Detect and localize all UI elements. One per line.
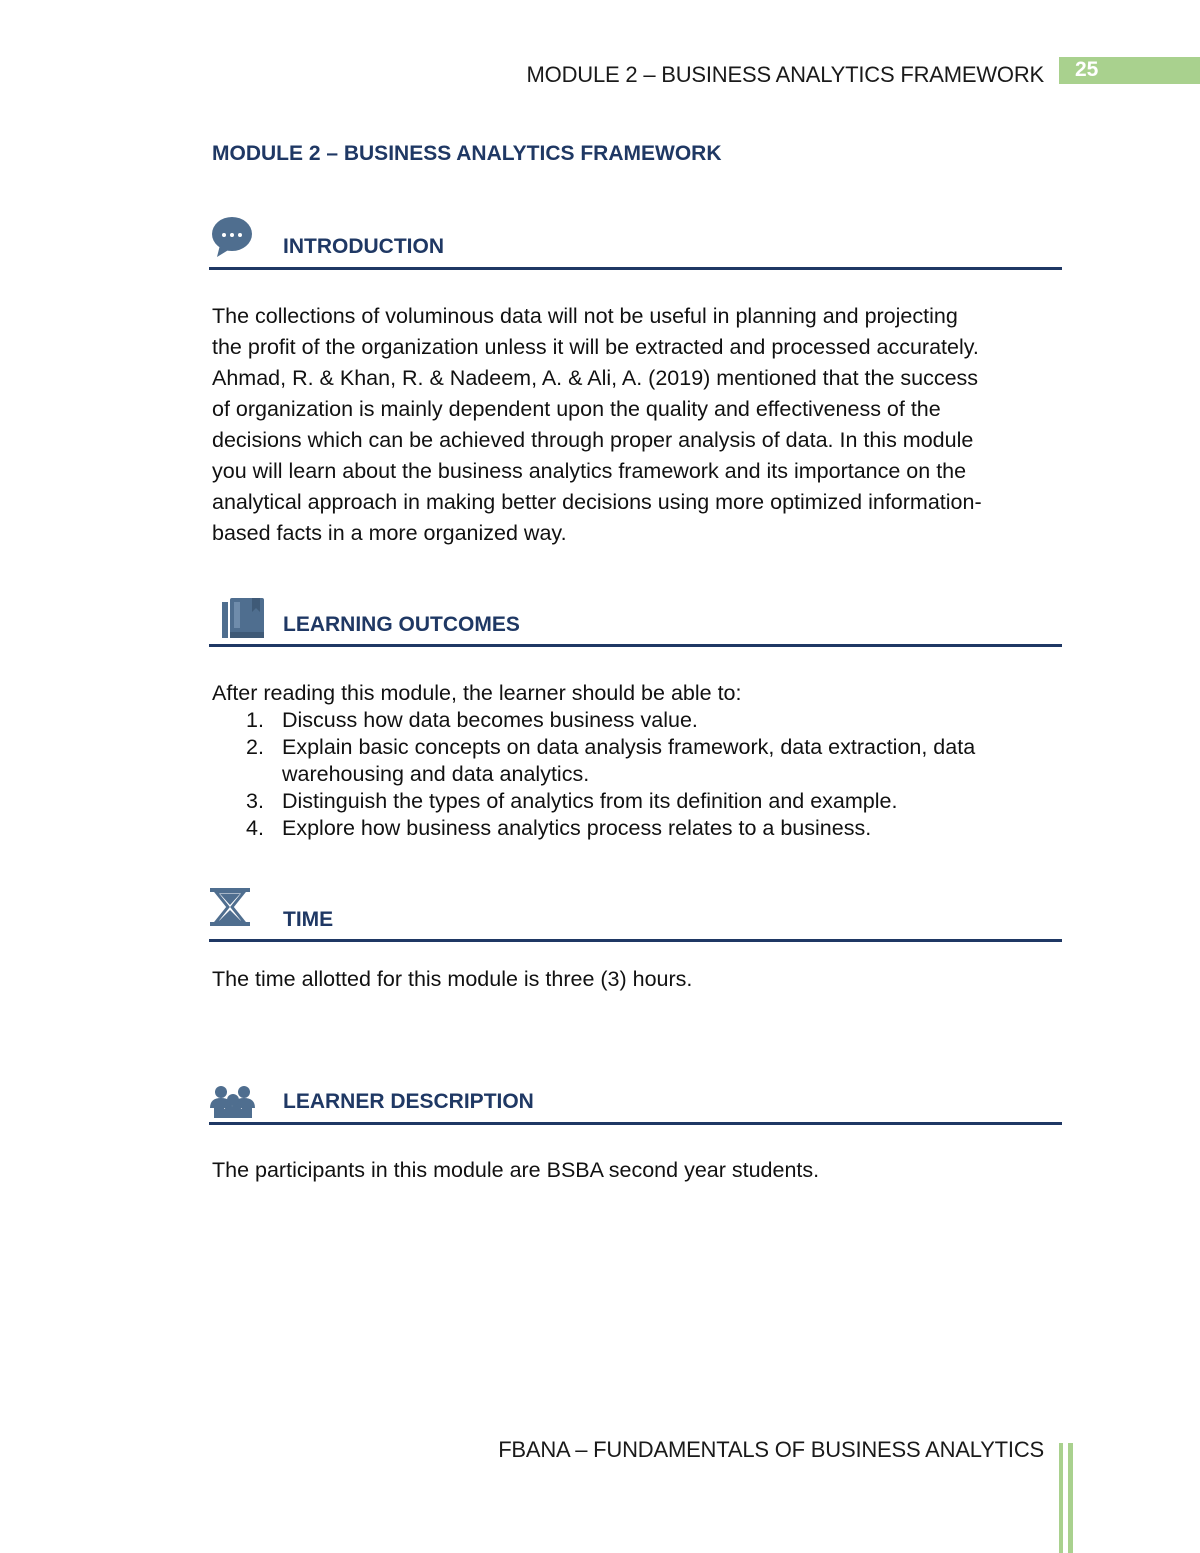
learning-outcomes-list bbox=[212, 707, 1062, 842]
running-footer: FBANA – FUNDAMENTALS OF BUSINESS ANALYTICS bbox=[498, 1437, 1044, 1462]
list-item bbox=[212, 707, 1062, 734]
list-item bbox=[212, 734, 1062, 788]
list-item-number: 1. bbox=[246, 708, 264, 732]
learner-description-text: The participants in this module are BSBA second year students. bbox=[212, 1158, 820, 1182]
learner-description-divider bbox=[209, 1122, 1062, 1125]
learning-outcomes-title: LEARNING OUTCOMES bbox=[283, 613, 520, 636]
list-item bbox=[212, 788, 1062, 815]
footer-accent-bar bbox=[1068, 1443, 1073, 1553]
list-item-number: 2. bbox=[246, 735, 264, 759]
list-item-text: Explain basic concepts on data analysis framework, data extraction, data warehousing and data analytics. bbox=[282, 735, 976, 786]
learning-outcomes-divider bbox=[209, 644, 1062, 647]
list-item-text: Explore how business analytics process relates to a business. bbox=[282, 816, 872, 840]
list-item bbox=[212, 815, 1062, 842]
book-icon bbox=[222, 598, 266, 640]
list-item-number: 4. bbox=[246, 816, 264, 840]
intro-line: Ahmad, R. & Khan, R. & Nadeem, A. & Ali, A. (2019) mentioned that the success bbox=[212, 366, 979, 390]
list-item-text: Discuss how data becomes business value. bbox=[282, 708, 698, 732]
hourglass-icon bbox=[210, 888, 250, 926]
people-icon bbox=[210, 1084, 256, 1118]
list-item-text: Distinguish the types of analytics from its definition and example. bbox=[282, 789, 898, 813]
intro-line: of organization is mainly dependent upon the quality and effectiveness of the bbox=[212, 397, 941, 421]
introduction-paragraph bbox=[212, 301, 1059, 549]
intro-line: based facts in a more organized way. bbox=[212, 521, 567, 545]
time-text: The time allotted for this module is three (3) hours. bbox=[212, 967, 693, 991]
module-title: MODULE 2 – BUSINESS ANALYTICS FRAMEWORK bbox=[212, 142, 722, 165]
learner-description-title: LEARNER DESCRIPTION bbox=[283, 1090, 534, 1113]
page-number: 25 bbox=[1059, 57, 1200, 84]
intro-line: the profit of the organization unless it will be extracted and processed accurately. bbox=[212, 335, 979, 359]
intro-line: The collections of voluminous data will not be useful in planning and projecting bbox=[212, 304, 958, 328]
speech-bubble-icon bbox=[210, 215, 254, 259]
intro-line: you will learn about the business analytics framework and its importance on the bbox=[212, 459, 967, 483]
introduction-divider bbox=[209, 267, 1062, 270]
footer-accent-bar bbox=[1059, 1443, 1063, 1553]
time-divider bbox=[209, 939, 1062, 942]
intro-line: decisions which can be achieved through proper analysis of data. In this module bbox=[212, 428, 974, 452]
learning-outcomes-lead: After reading this module, the learner should be able to: bbox=[212, 681, 742, 705]
intro-line: analytical approach in making better decisions using more optimized information- bbox=[212, 490, 982, 514]
time-title: TIME bbox=[283, 908, 334, 931]
list-item-number: 3. bbox=[246, 789, 264, 813]
introduction-title: INTRODUCTION bbox=[283, 235, 444, 258]
running-header: MODULE 2 – BUSINESS ANALYTICS FRAMEWORK bbox=[526, 62, 1044, 87]
